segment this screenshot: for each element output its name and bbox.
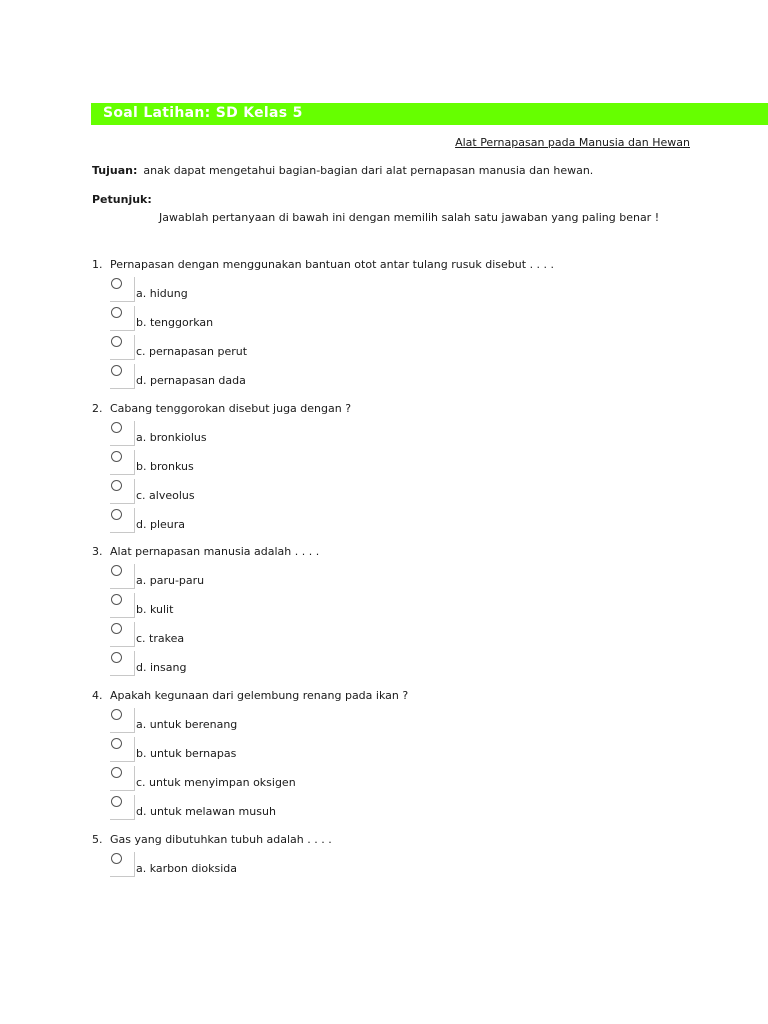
instructions-label: Petunjuk: <box>92 193 152 206</box>
field-border-right <box>134 708 135 732</box>
field-border-bottom <box>110 617 135 618</box>
question-text: Alat pernapasan manusia adalah . . . . <box>110 545 320 558</box>
radio-button[interactable] <box>111 422 122 433</box>
question-text: Apakah kegunaan dari gelembung renang pada ikan ? <box>110 689 409 702</box>
field-border-right <box>134 622 135 646</box>
field-border-bottom <box>110 819 135 820</box>
page-title: Soal Latihan: SD Kelas 5 <box>103 105 303 121</box>
field-border-bottom <box>110 675 135 676</box>
option-label: c. untuk menyimpan oksigen <box>136 776 296 789</box>
question-text: Pernapasan dengan menggunakan bantuan otot antar tulang rusuk disebut . . . . <box>110 258 555 271</box>
option-label: c. trakea <box>136 632 185 645</box>
field-border-bottom <box>110 474 135 475</box>
answer-option[interactable] <box>110 277 410 303</box>
option-label: c. pernapasan perut <box>136 345 248 358</box>
answer-option[interactable] <box>110 335 410 361</box>
option-label: a. bronkiolus <box>136 431 207 444</box>
answer-option[interactable] <box>110 708 410 734</box>
objective-text: anak dapat mengetahui bagian-bagian dari alat pernapasan manusia dan hewan. <box>143 164 594 177</box>
question-number: 1. <box>92 258 103 271</box>
question-1 <box>92 258 554 271</box>
answer-option[interactable] <box>110 450 410 476</box>
field-border-bottom <box>110 532 135 533</box>
answer-option[interactable] <box>110 508 410 534</box>
answer-option[interactable] <box>110 766 410 792</box>
radio-button[interactable] <box>111 652 122 663</box>
radio-button[interactable] <box>111 853 122 864</box>
question-number: 3. <box>92 545 103 558</box>
radio-button[interactable] <box>111 738 122 749</box>
radio-button[interactable] <box>111 509 122 520</box>
option-label: a. untuk berenang <box>136 718 238 731</box>
radio-button[interactable] <box>111 365 122 376</box>
radio-button[interactable] <box>111 565 122 576</box>
option-label: a. hidung <box>136 287 188 300</box>
subject-title: Alat Pernapasan pada Manusia dan Hewan <box>455 136 690 149</box>
objective-label: Tujuan: <box>92 164 138 177</box>
field-border-right <box>134 335 135 359</box>
field-border-right <box>134 479 135 503</box>
radio-button[interactable] <box>111 623 122 634</box>
radio-button[interactable] <box>111 709 122 720</box>
question-4 <box>92 689 408 702</box>
question-text: Cabang tenggorokan disebut juga dengan ? <box>110 402 352 415</box>
question-number: 5. <box>92 833 103 846</box>
radio-button[interactable] <box>111 278 122 289</box>
answer-option[interactable] <box>110 593 410 619</box>
option-label: b. bronkus <box>136 460 194 473</box>
answer-option[interactable] <box>110 306 410 332</box>
objective <box>92 164 593 177</box>
option-label: c. alveolus <box>136 489 195 502</box>
field-border-right <box>134 852 135 876</box>
field-border-bottom <box>110 445 135 446</box>
radio-button[interactable] <box>111 796 122 807</box>
option-label: d. pernapasan dada <box>136 374 246 387</box>
field-border-bottom <box>110 732 135 733</box>
field-border-right <box>134 277 135 301</box>
field-border-bottom <box>110 503 135 504</box>
field-border-right <box>134 737 135 761</box>
field-border-bottom <box>110 330 135 331</box>
answer-option[interactable] <box>110 737 410 763</box>
field-border-bottom <box>110 876 135 877</box>
question-text: Gas yang dibutuhkan tubuh adalah . . . . <box>110 833 332 846</box>
header-banner <box>91 103 768 125</box>
option-label: a. paru-paru <box>136 574 205 587</box>
option-label: b. kulit <box>136 603 174 616</box>
question-5 <box>92 833 332 846</box>
field-border-right <box>134 364 135 388</box>
answer-option[interactable] <box>110 564 410 590</box>
question-2 <box>92 402 351 415</box>
field-border-bottom <box>110 790 135 791</box>
field-border-bottom <box>110 301 135 302</box>
instructions-text: Jawablah pertanyaan di bawah ini dengan memilih salah satu jawaban yang paling benar ! <box>159 211 660 224</box>
field-border-bottom <box>110 359 135 360</box>
radio-button[interactable] <box>111 594 122 605</box>
field-border-right <box>134 306 135 330</box>
question-number: 4. <box>92 689 103 702</box>
radio-button[interactable] <box>111 767 122 778</box>
answer-option[interactable] <box>110 622 410 648</box>
answer-option[interactable] <box>110 421 410 447</box>
radio-button[interactable] <box>111 451 122 462</box>
option-label: d. insang <box>136 661 187 674</box>
field-border-right <box>134 508 135 532</box>
field-border-right <box>134 421 135 445</box>
field-border-bottom <box>110 761 135 762</box>
answer-option[interactable] <box>110 479 410 505</box>
option-label: d. pleura <box>136 518 186 531</box>
field-border-bottom <box>110 588 135 589</box>
field-border-right <box>134 766 135 790</box>
field-border-bottom <box>110 388 135 389</box>
radio-button[interactable] <box>111 480 122 491</box>
option-label: b. untuk bernapas <box>136 747 237 760</box>
field-border-right <box>134 795 135 819</box>
field-border-right <box>134 450 135 474</box>
option-label: b. tenggorkan <box>136 316 214 329</box>
answer-option[interactable] <box>110 651 410 677</box>
option-label: a. karbon dioksida <box>136 862 238 875</box>
field-border-bottom <box>110 646 135 647</box>
field-border-right <box>134 593 135 617</box>
radio-button[interactable] <box>111 336 122 347</box>
option-label: d. untuk melawan musuh <box>136 805 276 818</box>
question-3 <box>92 545 319 558</box>
radio-button[interactable] <box>111 307 122 318</box>
field-border-right <box>134 564 135 588</box>
answer-option[interactable] <box>110 795 410 821</box>
field-border-right <box>134 651 135 675</box>
answer-option[interactable] <box>110 364 410 390</box>
question-number: 2. <box>92 402 103 415</box>
answer-option[interactable] <box>110 852 410 878</box>
